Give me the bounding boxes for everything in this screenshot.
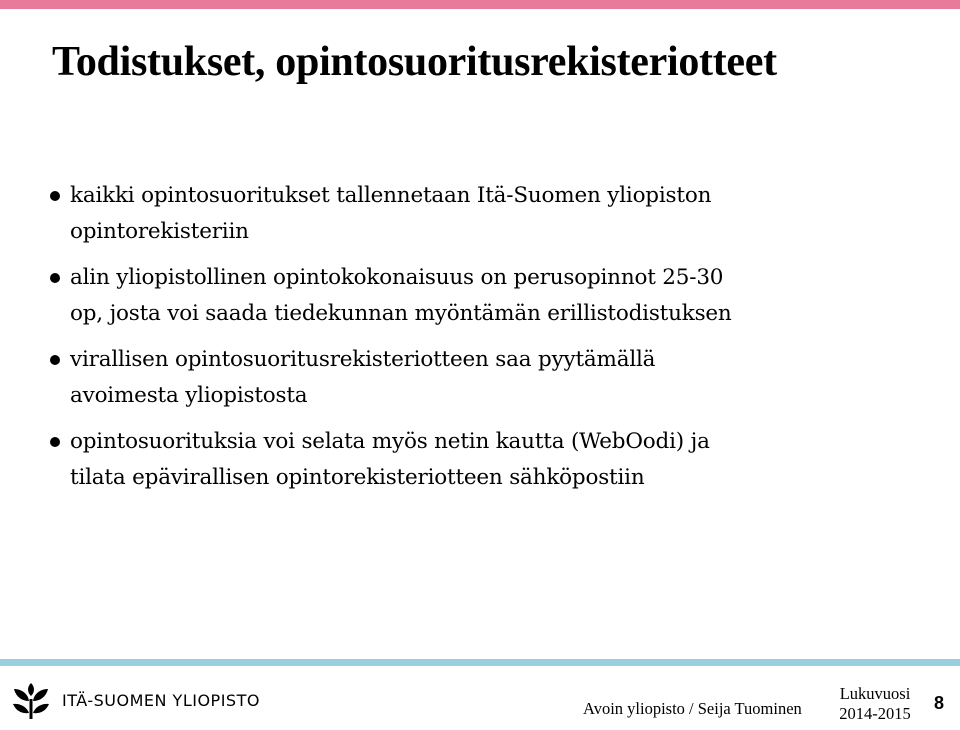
bullet-item xyxy=(50,342,930,414)
year-value: 2014-2015 xyxy=(839,704,911,723)
bullet-line: alin yliopistollinen opintokokonaisuus on perusopinnot 25-30 xyxy=(70,265,724,290)
footer-author: Avoin yliopisto / Seija Tuominen xyxy=(583,699,802,718)
bullet-dot-icon xyxy=(50,191,60,201)
bullet-item xyxy=(50,260,930,332)
bullet-dot-icon xyxy=(50,273,60,283)
page-number: 8 xyxy=(934,693,945,713)
bullet-item xyxy=(50,424,930,496)
logo-text: ITÄ-SUOMEN YLIOPISTO xyxy=(62,690,260,710)
bottom-accent-bar xyxy=(0,659,960,666)
bullet-line: avoimesta yliopistosta xyxy=(70,383,308,408)
uef-sprout-logo-icon xyxy=(10,679,52,721)
bullet-dot-icon xyxy=(50,437,60,447)
bullet-dot-icon xyxy=(50,355,60,365)
bullet-line: opintosuorituksia voi selata myös netin kautta (WebOodi) ja xyxy=(70,429,710,454)
bullet-line: tilata epävirallisen opintorekisteriotteen sähköpostiin xyxy=(70,465,645,490)
university-logo xyxy=(10,678,270,722)
bullet-line: virallisen opintosuoritusrekisteriotteen saa pyytämällä xyxy=(70,347,656,372)
year-label: Lukuvuosi xyxy=(839,684,911,703)
footer-year-block xyxy=(834,684,916,724)
bullet-line: opintorekisteriin xyxy=(70,219,249,244)
bullet-line: op, josta voi saada tiedekunnan myöntämän erillistodistuksen xyxy=(70,301,732,326)
bullet-line: kaikki opintosuoritukset tallennetaan Itä-Suomen yliopiston xyxy=(70,183,712,208)
slide-title: Todistukset, opintosuoritusrekisteriotteet xyxy=(52,39,777,85)
bullet-list xyxy=(50,178,930,506)
bullet-item xyxy=(50,178,930,250)
top-accent-bar xyxy=(0,0,960,9)
